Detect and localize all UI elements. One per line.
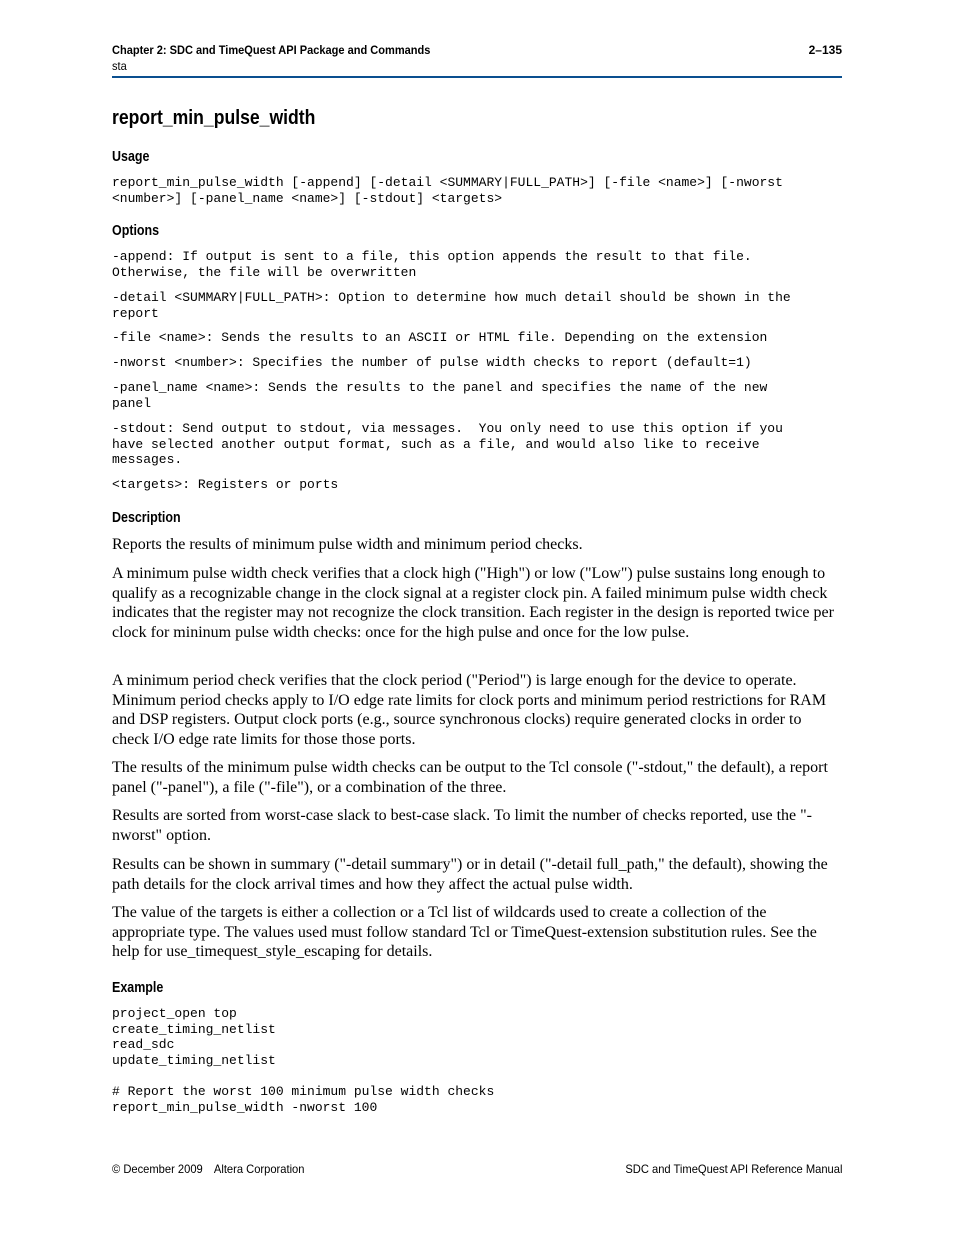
usage-heading: Usage [112,149,150,165]
footer-left [112,1161,304,1177]
footer-manual-title: SDC and TimeQuest API Reference Manual [624,1162,842,1176]
description-paragraph: A minimum period check verifies that the clock period ("Period") is large enough for the device to operate. Minimum period checks apply to I/O edge rate limits for clock ports and minimum period restrictions for RAM and DSP registers. Output clock ports (e.g., source synchronous clocks) require generated clocks in order to check I/O edge rate limits for those those ports. [112,672,827,748]
option-targets: <targets>: Registers or ports [112,477,339,492]
chapter-title: Chapter 2: SDC and TimeQuest API Package and Commands [112,43,431,57]
description-paragraph: The results of the minimum pulse width checks can be output to the Tcl console ("-stdout," the default), a report panel ("-panel"), a file ("-file"), or a combination of the three. [112,759,828,796]
option-file: -file <name>: Sends the results to an ASCII or HTML file. Depending on the extension [112,330,768,345]
footer-date: © December 2009 [112,1162,203,1176]
header-divider [112,76,842,78]
option-append: -append: If output is sent to a file, this option appends the result to that file. Otherwise, the file will be overwritten [112,249,752,280]
option-nworst: -nworst <number>: Specifies the number of pulse width checks to report (default=1) [112,355,752,370]
description-heading: Description [112,510,181,526]
section-name: sta [112,59,127,73]
description-paragraph: Results are sorted from worst-case slack to best-case slack. To limit the number of checks reported, use the "-nworst" option. [112,807,813,844]
options-heading: Options [112,223,160,239]
option-detail: -detail <SUMMARY|FULL_PATH>: Option to determine how much detail should be shown in the report [112,290,791,321]
example-code: project_open top create_timing_netlist read_sdc update_timing_netlist # Report the worst 100 minimum pulse width checks report_min_pulse_width -nworst 100 [112,1006,495,1115]
description-paragraph: Results can be shown in summary ("-detail summary") or in detail ("-detail full_path," the default), showing the path details for the clock arrival times and how they affect the actual pulse width. [112,856,828,893]
example-heading: Example [112,980,164,996]
description-paragraph: Reports the results of minimum pulse width and minimum period checks. [112,536,583,553]
running-header [112,42,430,74]
footer-company: Altera Corporation [213,1162,305,1176]
description-paragraph: A minimum pulse width check verifies that a clock high ("High") or low ("Low") pulse sustains long enough to qualify as a recognizable change in the clock signal at a register clock pin. A failed minimum pulse width check indicates that the register may not recognize the clock transition. Each register in the design is reported twice per clock for mininum pulse width checks: once for the high pulse and once for the low pulse. [112,565,834,641]
option-stdout: -stdout: Send output to stdout, via messages. You only need to use this option if you have selected another output format, such as a file, and would also like to receive messages. [112,421,783,468]
description-paragraph: The value of the targets is either a collection or a Tcl list of wildcards used to create a collection of the appropriate type. The values used must follow standard Tcl or TimeQuest-extension substitution rules. See the help for use_timequest_style_escaping for details. [112,904,817,961]
option-panel-name: -panel_name <name>: Sends the results to the panel and specifies the name of the new panel [112,380,768,411]
command-title: report_min_pulse_width [112,107,316,129]
page-number: 2–135 [808,43,842,57]
usage-code: report_min_pulse_width [-append] [-detail <SUMMARY|FULL_PATH>] [-file <name>] [-nworst <number>] [-panel_name <name>] [-stdout] <targets> [112,175,783,206]
